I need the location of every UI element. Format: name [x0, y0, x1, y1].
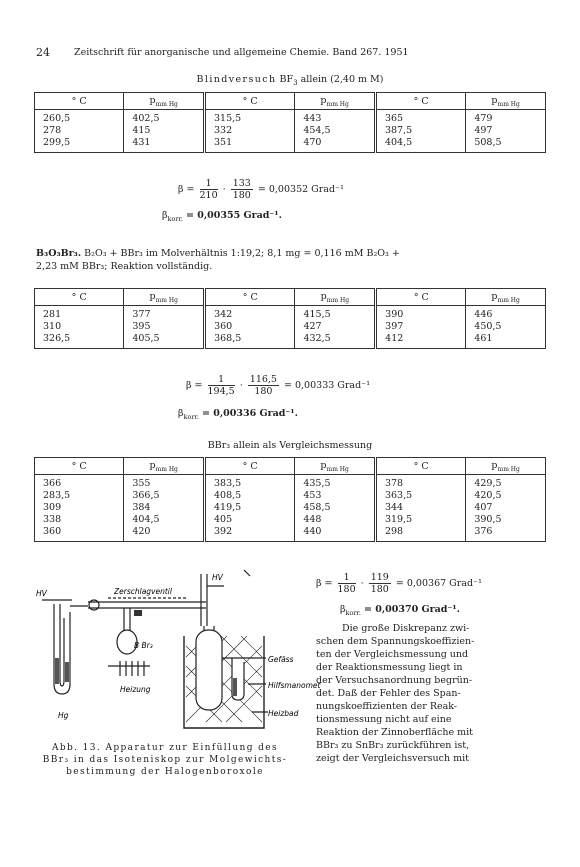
table-row: [35, 475, 546, 491]
table-cell: 405,5: [124, 333, 205, 349]
apparatus-figure: [36, 566, 321, 738]
formula-beta-korr-3: $\beta_{korr.} = 0,00370$ Grad⁻¹.: [340, 604, 460, 617]
table-row: [35, 490, 546, 502]
column-header: $p_{mm Hg}$: [295, 289, 376, 306]
paragraph-line: Reaktion der Zinnoberfläche mit: [316, 727, 473, 738]
table-cell: 448: [295, 514, 376, 526]
table-cell: 454,5: [295, 125, 376, 137]
table-row: [35, 502, 546, 514]
table-cell: 420,5: [466, 490, 546, 502]
table-cell: 309: [35, 502, 124, 514]
table-cell: 405: [204, 514, 294, 526]
table-cell: 390,5: [466, 514, 546, 526]
table-cell: 397: [376, 321, 466, 333]
table-cell: 479: [466, 110, 546, 126]
journal-title: Zeitschrift für anorganische und allgemeine Chemie. Band 267. 1951: [74, 47, 409, 58]
table-cell: 299,5: [35, 137, 124, 153]
column-header: ° C: [35, 289, 124, 306]
paragraph-line: BBr₃ zu SnBr₃ zurückführen ist,: [316, 740, 470, 751]
discussion-paragraph: [316, 622, 546, 765]
column-header: ° C: [375, 93, 465, 110]
table-cell: 377: [124, 306, 205, 322]
column-header: $p_{mm Hg}$: [466, 458, 546, 475]
paragraph-line: det. Daß der Fehler des Span-: [316, 688, 461, 699]
table-cell: 431: [124, 137, 205, 153]
label-hv-right: HV: [212, 573, 223, 582]
page-number: 24: [36, 46, 50, 59]
table-cell: 450,5: [466, 321, 546, 333]
table-cell: 368,5: [205, 333, 295, 349]
table-row: [35, 137, 546, 153]
table-cell: 344: [375, 502, 465, 514]
table-cell: 470: [295, 137, 376, 153]
table-cell: 408,5: [204, 490, 294, 502]
column-header: $p_{mm Hg}$: [124, 458, 205, 475]
table-cell: 415,5: [295, 306, 376, 322]
table-cell: 387,5: [375, 125, 465, 137]
data-table-3: [34, 457, 546, 542]
table-cell: 446: [466, 306, 546, 322]
table-cell: 392: [204, 526, 294, 542]
table-cell: 435,5: [295, 475, 376, 491]
column-header: ° C: [204, 93, 294, 110]
table1-caption: Blindversuch $BF_3$ allein (2,40 m M): [196, 74, 384, 87]
table-cell: 404,5: [124, 514, 205, 526]
column-header: ° C: [204, 458, 294, 475]
table-cell: 390: [376, 306, 466, 322]
section-b3o3br3: B₃O₃Br₃. B₂O₃ + BBr₃ im Molverhältnis 1:19,2; 8,1 mg = 0,116 mM B₂O₃ + 2,23 mM BBr₃; Reaktion vollständig.: [36, 248, 400, 272]
column-header: ° C: [35, 458, 124, 475]
formula-beta-2: β = $\frac{1}{194,5}$ · $\frac{116,5}{180}$ = 0,00333 Grad⁻¹: [186, 374, 370, 397]
column-header: $p_{mm Hg}$: [124, 93, 205, 110]
table-cell: 366,5: [124, 490, 205, 502]
table-row: [35, 514, 546, 526]
table-cell: 338: [35, 514, 124, 526]
table-cell: 351: [204, 137, 294, 153]
table-cell: 402,5: [124, 110, 205, 126]
table-cell: 508,5: [466, 137, 546, 153]
table-cell: 453: [295, 490, 376, 502]
paragraph-line: tionsmessung nicht auf eine: [316, 714, 452, 725]
table-cell: 412: [376, 333, 466, 349]
table-row: [35, 125, 546, 137]
label-heizbad: Heizbad: [268, 709, 299, 718]
table-cell: 326,5: [35, 333, 124, 349]
table3-caption: BBr₃ allein als Vergleichsmessung: [207, 440, 373, 451]
section-title: B₃O₃Br₃.: [36, 248, 82, 259]
data-table-2: [34, 288, 546, 349]
table-row: [35, 321, 546, 333]
paragraph-line: Die große Diskrepanz zwi-: [342, 623, 470, 634]
table-cell: 355: [124, 475, 205, 491]
table-cell: 497: [466, 125, 546, 137]
table-cell: 458,5: [295, 502, 376, 514]
column-header: $p_{mm Hg}$: [466, 289, 546, 306]
label-gefaess: Gefäss: [268, 655, 294, 664]
main-tube: [88, 602, 206, 608]
table-cell: 332: [204, 125, 294, 137]
table-cell: 310: [35, 321, 124, 333]
paragraph-line: der Reaktionsmessung liegt in: [316, 662, 463, 673]
table-cell: 384: [124, 502, 205, 514]
paragraph-line: schen dem Spannungskoeffizien-: [316, 636, 475, 647]
table-cell: 383,5: [204, 475, 294, 491]
column-header: ° C: [376, 289, 466, 306]
table-cell: 365: [375, 110, 465, 126]
table-row: [35, 526, 546, 542]
data-table-1: [34, 92, 546, 153]
table-cell: 415: [124, 125, 205, 137]
column-header: $p_{mm Hg}$: [466, 93, 546, 110]
column-header: ° C: [375, 458, 465, 475]
table-cell: 378: [375, 475, 465, 491]
table-cell: 419,5: [204, 502, 294, 514]
table-cell: 260,5: [35, 110, 124, 126]
label-hilfsmanomet: Hilfsmanomet: [268, 681, 321, 690]
paragraph-line: der Versuchsanordnung begrün-: [316, 675, 473, 686]
figure-caption: Abb. 13. Apparatur zur Einfüllung des BBr₃ in das Isoteniskop zur Molgewichts- bestimmung der Halogenboroxole: [42, 743, 288, 777]
formula-beta-1: β = $\frac{1}{210}$ · $\frac{133}{180}$ = 0,00352 Grad⁻¹: [178, 178, 344, 201]
table-cell: 363,5: [375, 490, 465, 502]
table-row: [35, 333, 546, 349]
label-bbr3: B Br₃: [134, 641, 153, 650]
label-heizung: Heizung: [120, 685, 151, 694]
table-cell: 429,5: [466, 475, 546, 491]
column-header: ° C: [205, 289, 295, 306]
formula-beta-korr-1: $\beta_{korr.} = 0,00355$ Grad⁻¹.: [162, 210, 282, 223]
paragraph-line: nungskoeffizienten der Reak-: [316, 701, 458, 712]
table-cell: 461: [466, 333, 546, 349]
table-cell: 360: [205, 321, 295, 333]
table-cell: 298: [375, 526, 465, 542]
paragraph-line: zeigt der Vergleichsversuch mit: [316, 753, 469, 764]
table-cell: 342: [205, 306, 295, 322]
table-cell: 278: [35, 125, 124, 137]
table-cell: 315,5: [204, 110, 294, 126]
column-header: ° C: [35, 93, 124, 110]
table-cell: 319,5: [375, 514, 465, 526]
table-cell: 376: [466, 526, 546, 542]
paragraph-line: ten der Vergleichsmessung und: [316, 649, 469, 660]
formula-beta-korr-2: $\beta_{korr.} = 0,00336$ Grad⁻¹.: [178, 408, 298, 421]
table-cell: 283,5: [35, 490, 124, 502]
table-cell: 395: [124, 321, 205, 333]
column-header: $p_{mm Hg}$: [124, 289, 205, 306]
label-zerschlagventil: Zerschlagventil: [114, 587, 172, 596]
table-cell: 432,5: [295, 333, 376, 349]
table-cell: 443: [295, 110, 376, 126]
table-cell: 360: [35, 526, 124, 542]
label-hg: Hg: [58, 711, 69, 720]
label-hv-left: HV: [36, 589, 47, 598]
table-cell: 404,5: [375, 137, 465, 153]
column-header: $p_{mm Hg}$: [295, 458, 376, 475]
table-row: [35, 306, 546, 322]
table-cell: 440: [295, 526, 376, 542]
table-cell: 420: [124, 526, 205, 542]
formula-beta-3: β = $\frac{1}{180}$ · $\frac{119}{180}$ = 0,00367 Grad⁻¹: [316, 572, 482, 595]
table-row: [35, 110, 546, 126]
column-header: $p_{mm Hg}$: [295, 93, 376, 110]
table-cell: 281: [35, 306, 124, 322]
table-cell: 407: [466, 502, 546, 514]
table-cell: 366: [35, 475, 124, 491]
table-cell: 427: [295, 321, 376, 333]
